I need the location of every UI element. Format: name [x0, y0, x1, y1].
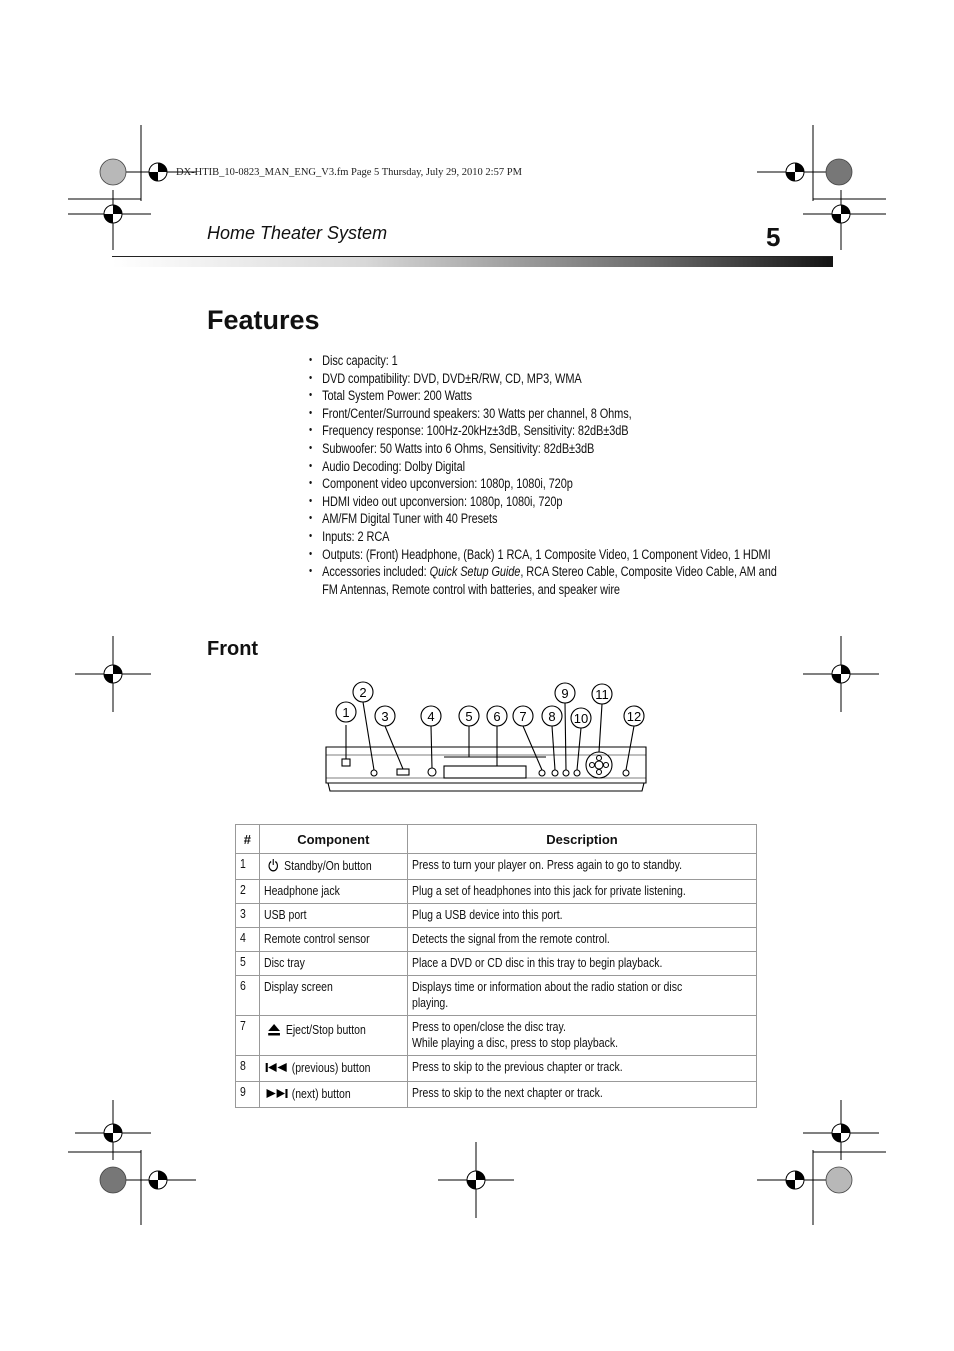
accessories-prefix: Accessories included: — [322, 564, 430, 580]
table-row — [236, 904, 757, 928]
table-row — [236, 952, 757, 976]
list-item: • Frequency response: 100Hz-20kHz±3dB, Sensitivity: 82dB±3dB — [309, 422, 789, 440]
row-component: Headphone jack — [263, 884, 340, 898]
row-number: 4 — [240, 931, 246, 945]
list-item: • DVD compatibility: DVD, DVD±R/RW, CD, MP3, WMA — [309, 370, 789, 388]
col-header-number: # — [236, 825, 260, 854]
row-component: (next) button — [291, 1087, 351, 1101]
row-number: 9 — [240, 1085, 246, 1099]
table-row — [236, 1056, 757, 1082]
previous-icon — [264, 1062, 288, 1073]
callout-7: 7 — [519, 709, 527, 724]
table-row — [236, 928, 757, 952]
callout-5: 5 — [465, 709, 473, 724]
callout-4: 4 — [427, 709, 435, 724]
accessories-suffix: , RCA Stereo Cable, Composite Video Cable, AM and FM Antennas, Remote control with batteries, and speaker wire — [322, 564, 777, 597]
row-description: Press to turn your player on. Press again to go to standby. — [412, 858, 683, 872]
row-description: Detects the signal from the remote control. — [412, 932, 610, 946]
callout-8: 8 — [548, 709, 556, 724]
row-description-2: While playing a disc, press to stop playback. — [412, 1036, 619, 1050]
list-item: • Audio Decoding: Dolby Digital — [309, 458, 789, 476]
row-component: USB port — [263, 908, 307, 922]
table-header-row — [236, 825, 757, 854]
row-number: 6 — [240, 979, 246, 993]
file-slug: DX-HTIB_10-0823_MAN_ENG_V3.fm Page 5 Thursday, July 29, 2010 2:57 PM — [176, 167, 522, 178]
next-icon — [264, 1088, 288, 1099]
callout-9: 9 — [561, 686, 569, 701]
list-item: • Inputs: 2 RCA — [309, 528, 789, 546]
row-component: Disc tray — [263, 956, 305, 970]
table-row — [236, 976, 757, 1016]
list-item: • Front/Center/Surround speakers: 30 Watts per channel, 8 Ohms, — [309, 405, 789, 423]
power-icon — [267, 858, 279, 872]
accessories-guide: Quick Setup Guide — [429, 564, 521, 580]
callout-11: 11 — [595, 687, 609, 702]
callout-3: 3 — [381, 709, 389, 724]
table-row — [236, 1082, 757, 1108]
list-item: • Total System Power: 200 Watts — [309, 387, 789, 405]
row-component: Display screen — [263, 980, 333, 994]
row-number: 8 — [240, 1059, 246, 1073]
row-description: Displays time or information about the radio station or disc playing. — [412, 980, 683, 1010]
list-item: • AM/FM Digital Tuner with 40 Presets — [309, 510, 789, 528]
row-description: Place a DVD or CD disc in this tray to begin playback. — [412, 956, 663, 970]
row-number: 3 — [240, 907, 246, 921]
row-description: Plug a set of headphones into this jack for private listening. — [412, 884, 686, 898]
row-description: Plug a USB device into this port. — [412, 908, 563, 922]
col-header-description: Description — [408, 825, 757, 854]
row-component: Eject/Stop button — [285, 1023, 366, 1037]
list-item: • HDMI video out upconversion: 1080p, 1080i, 720p — [309, 493, 789, 511]
header-title: Home Theater System — [207, 223, 388, 243]
table-row — [236, 854, 757, 880]
callout-2: 2 — [359, 685, 367, 700]
row-description: Press to skip to the previous chapter or track. — [412, 1060, 623, 1074]
row-number: 1 — [240, 857, 246, 871]
row-component: Remote control sensor — [263, 932, 370, 946]
page-number: 5 — [766, 222, 781, 252]
row-number: 2 — [240, 883, 246, 897]
row-description: Press to skip to the next chapter or track. — [412, 1086, 603, 1100]
features-heading: Features — [207, 305, 320, 335]
row-number: 7 — [240, 1019, 246, 1033]
callout-10: 10 — [573, 711, 589, 726]
table-row — [236, 880, 757, 904]
row-component: Standby/On button — [283, 859, 372, 873]
front-components-table — [235, 824, 757, 1108]
row-description: Press to open/close the disc tray. — [412, 1020, 566, 1034]
front-panel-diagram — [316, 675, 656, 805]
row-number: 5 — [240, 955, 246, 969]
features-list — [309, 352, 789, 598]
list-item: • Outputs: (Front) Headphone, (Back) 1 RCA, 1 Composite Video, 1 Component Video, 1 HDMI — [309, 546, 789, 564]
list-item: • Disc capacity: 1 — [309, 352, 789, 370]
list-item: • Subwoofer: 50 Watts into 6 Ohms, Sensitivity: 82dB±3dB — [309, 440, 789, 458]
callout-6: 6 — [493, 709, 501, 724]
header-rule — [112, 256, 833, 267]
col-header-component: Component — [259, 825, 407, 854]
callout-1: 1 — [342, 705, 350, 720]
eject-icon — [266, 1023, 281, 1036]
list-item: • Component video upconversion: 1080p, 1080i, 720p — [309, 475, 789, 493]
row-component: (previous) button — [291, 1061, 371, 1075]
callout-12: 12 — [626, 709, 642, 724]
list-item-accessories — [309, 563, 789, 598]
table-row — [236, 1016, 757, 1056]
front-heading: Front — [207, 638, 259, 660]
